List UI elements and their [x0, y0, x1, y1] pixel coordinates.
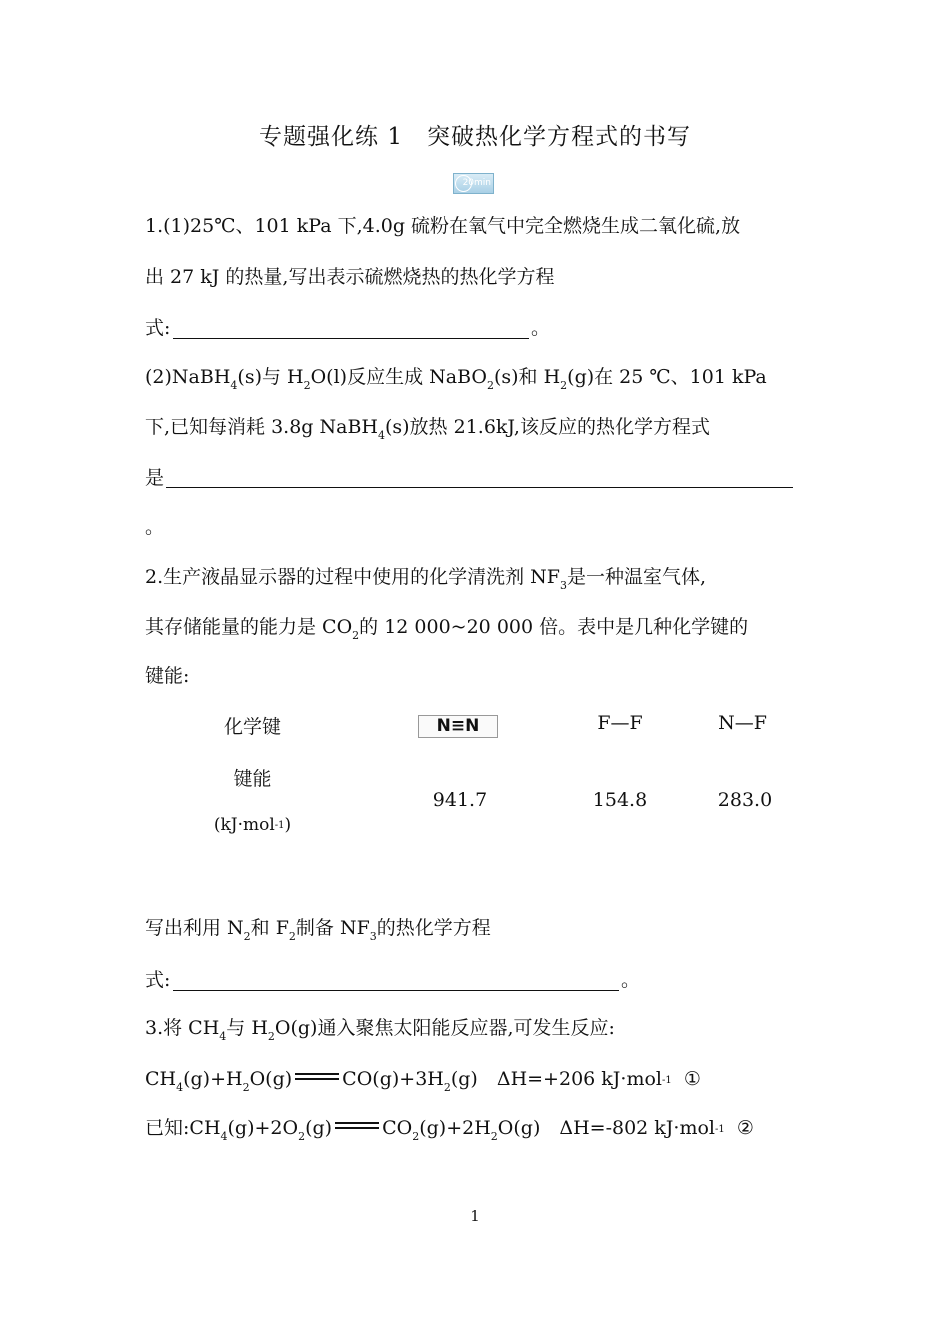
table-value-nf: 283.0 [717, 789, 773, 811]
q1-line1: 1.(1)25℃、101 kPa 下,4.0g 硫粉在氧气中完全燃烧生成二氧化硫,放 [145, 215, 741, 237]
table-row-label: 键能 [233, 768, 272, 790]
equals-sign-icon [335, 1122, 379, 1130]
page-title: 专题强化练 1 突破热化学方程式的书写 [259, 124, 691, 150]
q1-line3 [145, 313, 170, 340]
q2-write-line1: 写出利用 $N_2$和 $F_2$制备 $NF_3$的热化学方程 [145, 917, 491, 943]
q1-line3-end: 。 [531, 317, 551, 339]
q2-answer-blank [173, 990, 619, 991]
table-value-nn: 941.7 [432, 789, 488, 811]
q1-part2-line2: 下,已知每消耗 3.8g NaBH$_4$(s)放热 21.6kJ,该反应的热化学方程式 [145, 416, 710, 442]
q2-line2: 其存储能量的能力是 $CO_2$的 12 000~20 000 倍。表中是几种化学键的 [145, 616, 749, 642]
table-value-ff: 154.8 [592, 789, 648, 811]
q1-line2: 出 27 kJ 的热量,写出表示硫燃烧热的热化学方程 [145, 266, 555, 288]
q1-answer-blank-2 [166, 487, 793, 488]
q1-answer-blank-1 [173, 338, 529, 339]
q3-line1: 3.将 $CH_4$与 $H_2O(g)$通入聚焦太阳能反应器,可发生反应: [145, 1017, 615, 1043]
q1-part2-line3: 是 [145, 467, 165, 489]
q3-equation-2: 已知$:CH_4(g)+2O_2(g)$ $CO_2(g)+2H_2O(g)$ ΔH=-802 kJ·mol$^{-1}$ ② [145, 1117, 754, 1143]
time-badge-label: 20min [462, 178, 491, 188]
table-row-unit: (kJ·mol$^{-1}$) [213, 815, 292, 835]
q3-equation-1: $CH_4(g)+H_2O(g)$ $CO(g)+3H_2(g)$ ΔH=+206 kJ·mol$^{-1}$ ① [145, 1068, 701, 1094]
q2-line1: 2.生产液晶显示器的过程中使用的化学清洗剂 $NF_3$是一种温室气体, [145, 566, 707, 592]
q1-part2-end: 。 [145, 516, 165, 538]
q2-write-line2: 式: [145, 969, 171, 991]
table-bond-nf: N—F [718, 712, 767, 734]
time-badge [453, 173, 494, 194]
q1-line3-text: 式: [145, 317, 171, 339]
table-bond-ff: F—F [597, 712, 643, 734]
page-number: 1 [470, 1207, 480, 1225]
q1-part2-line1: (2)NaBH$_4$(s)与 $H_2O(l)$反应生成 NaBO$_2$(s)和 $H_2(g)$在 25 ℃、101 kPa [145, 366, 767, 392]
q2-line3: 键能: [145, 665, 190, 687]
table-bond-nn: N≡N [418, 715, 498, 738]
q2-write-end: 。 [621, 969, 641, 991]
equals-sign-icon [295, 1073, 339, 1081]
table-header-label: 化学键 [223, 716, 281, 738]
